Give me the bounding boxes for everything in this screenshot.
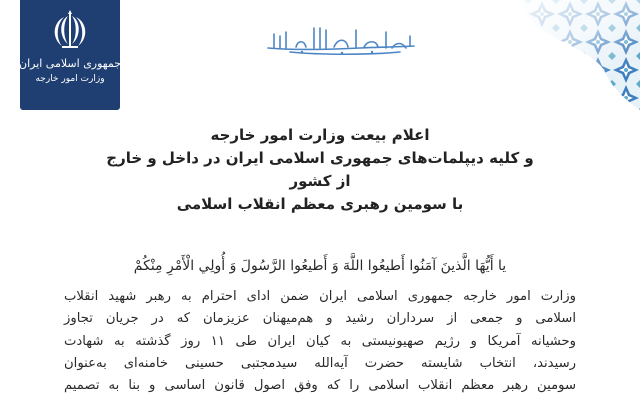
body-line: اسلامی و جمعی از سرداران رشید و هم‌میهنان عزیزمان که در جریان تجاوز [64, 311, 576, 327]
title-line: و کلیه دیپلمات‌های جمهوری اسلامی ایران در داخل و خارج از کشور [106, 149, 534, 190]
ministry-name: وزارت امور خارجه [35, 74, 105, 84]
islamic-tile-ornament [500, 0, 640, 110]
statement-body [64, 286, 576, 397]
bismillah-calligraphy [260, 22, 420, 56]
title-line: با سومین رهبری معظم انقلاب اسلامی [176, 195, 464, 213]
letterhead-banner [20, 0, 120, 110]
body-line: وحشیانه آمریکا و رژیم صهیونیستی به کیان ایران طی ۱۱ روز گذشته به شهادت [64, 333, 576, 349]
body-line: رسیدند، انتخاب شایسته حضرت آیه‌الله سیدمجتبی حسینی خامنه‌ای به‌عنوان [64, 355, 576, 371]
body-line: سومین رهبر معظم انقلاب اسلامی را که وفق اصول قانون اساسی و بنا به تصمیم [64, 378, 576, 394]
statement-title [100, 124, 540, 216]
body-line: وزارت امور خارجه جمهوری اسلامی ایران ضمن ادای احترام به رهبر شهید انقلاب [64, 289, 576, 304]
quran-verse: يا أَيُّهَا الَّذينَ آمَنُوا أَطيعُوا اللَّهَ وَ أَطيعُوا الرَّسُولَ وَ أُولِي الْأَمْرِ مِنْكُمْ [133, 258, 507, 274]
title-line: اعلام بیعت وزارت امور خارجه [210, 126, 430, 144]
org-name: جمهوری اسلامی ایران [18, 57, 122, 70]
iran-emblem-icon [48, 8, 92, 52]
